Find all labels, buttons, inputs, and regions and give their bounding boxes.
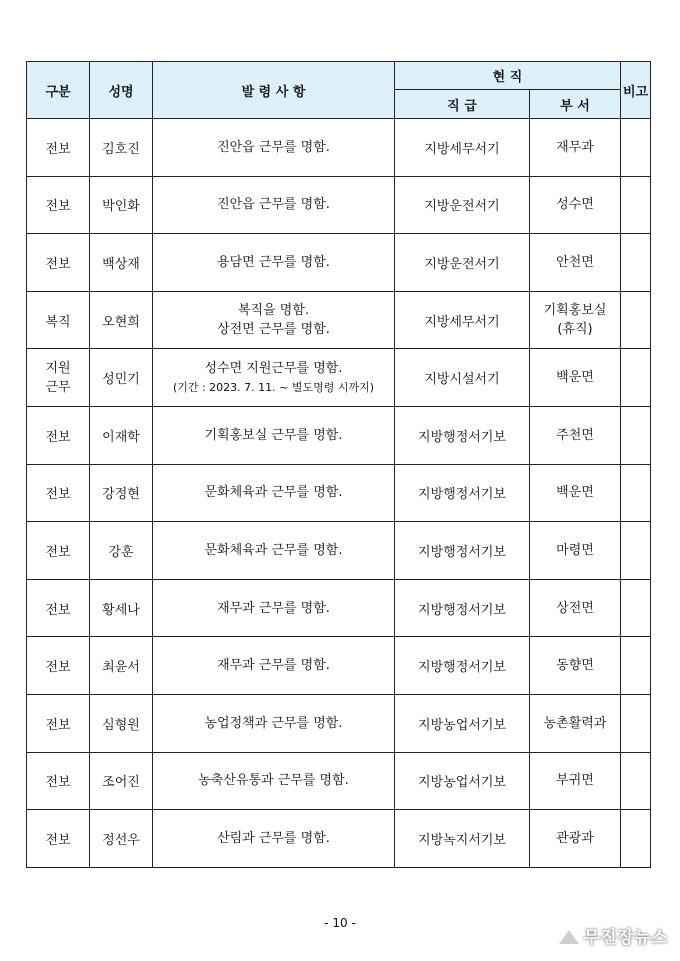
- cell-rank: 지방행정서기보: [395, 522, 530, 580]
- cell-division: 전보: [27, 752, 90, 810]
- cell-name: 성민기: [90, 349, 153, 407]
- cell-order: [153, 176, 395, 234]
- department-line: 주천면: [556, 427, 594, 443]
- table-row: [27, 522, 651, 580]
- cell-department: [530, 176, 621, 234]
- cell-order: [153, 637, 395, 695]
- cell-order: [153, 752, 395, 810]
- header-division: 구분: [27, 62, 90, 119]
- table-row: [27, 694, 651, 752]
- order-line: 문화체육과 근무를 명함.: [204, 485, 343, 501]
- watermark: [559, 923, 668, 948]
- order-line: 문화체육과 근무를 명함.: [204, 542, 343, 558]
- cell-rank: 지방세무서기: [395, 119, 530, 177]
- cell-rank: 지방시설서기: [395, 349, 530, 407]
- table-row: [27, 119, 651, 177]
- order-line: 상전면 근무를 명함.: [217, 322, 330, 338]
- cell-name: 박인화: [90, 176, 153, 234]
- cell-department: [530, 291, 621, 349]
- cell-remarks: [621, 406, 651, 464]
- cell-rank: 지방행정서기보: [395, 406, 530, 464]
- table-row: [27, 810, 651, 868]
- page-number: - 10 -: [324, 916, 356, 930]
- department-line: (휴직): [557, 322, 593, 338]
- table-header-row: [27, 62, 651, 90]
- cell-division: 전보: [27, 637, 90, 695]
- cell-division: 전보: [27, 579, 90, 637]
- cell-name: 정선우: [90, 810, 153, 868]
- cell-rank: 지방녹지서기보: [395, 810, 530, 868]
- cell-rank: 지방농업서기보: [395, 694, 530, 752]
- cell-department: [530, 406, 621, 464]
- cell-division: 전보: [27, 694, 90, 752]
- cell-name: 강훈: [90, 522, 153, 580]
- cell-rank: 지방운전서기: [395, 234, 530, 292]
- department-line: 기획홍보실: [543, 303, 607, 319]
- table-row: [27, 234, 651, 292]
- order-line: 진안읍 근무를 명함.: [217, 197, 330, 213]
- watermark-text: 무진장뉴스: [583, 928, 668, 948]
- cell-department: [530, 119, 621, 177]
- cell-order: [153, 119, 395, 177]
- department-line: 성수면: [556, 197, 594, 213]
- cell-name: 황세나: [90, 579, 153, 637]
- table-row: [27, 291, 651, 349]
- department-line: 부귀면: [556, 773, 594, 789]
- cell-rank: 지방농업서기보: [395, 752, 530, 810]
- table-row: [27, 176, 651, 234]
- cell-rank: 지방세무서기: [395, 291, 530, 349]
- mountain-logo-icon: [559, 930, 579, 944]
- table-row: [27, 637, 651, 695]
- cell-rank: 지방행정서기보: [395, 579, 530, 637]
- order-line: 재무과 근무를 명함.: [217, 600, 330, 616]
- department-line: 관광과: [556, 830, 594, 846]
- department-line: 농촌활력과: [543, 715, 607, 731]
- header-name: 성명: [90, 62, 153, 119]
- cell-name: 김호진: [90, 119, 153, 177]
- department-line: 상전면: [556, 600, 594, 616]
- cell-department: [530, 694, 621, 752]
- order-note: (기간 : 2023. 7. 11. ~ 별도명령 시까지): [172, 380, 375, 394]
- order-line: 진안읍 근무를 명함.: [217, 139, 330, 155]
- cell-remarks: [621, 522, 651, 580]
- department-line: 마령면: [556, 542, 594, 558]
- cell-order: [153, 579, 395, 637]
- cell-department: [530, 752, 621, 810]
- table-row: [27, 579, 651, 637]
- cell-name: 심형원: [90, 694, 153, 752]
- department-line: 동향면: [556, 658, 594, 674]
- order-line: 용담면 근무를 명함.: [217, 254, 330, 270]
- cell-order: [153, 349, 395, 407]
- table-row: [27, 464, 651, 522]
- cell-order: [153, 406, 395, 464]
- cell-division: 전보: [27, 176, 90, 234]
- cell-remarks: [621, 694, 651, 752]
- cell-division: 복직: [27, 291, 90, 349]
- order-line: 기획홍보실 근무를 명함.: [204, 427, 343, 443]
- cell-remarks: [621, 464, 651, 522]
- header-department: 부 서: [530, 90, 621, 119]
- header-current-position: 현 직: [395, 62, 621, 90]
- cell-order: [153, 810, 395, 868]
- order-line: 복직을 명함.: [237, 303, 310, 319]
- cell-name: 강정현: [90, 464, 153, 522]
- cell-order: [153, 464, 395, 522]
- cell-department: [530, 464, 621, 522]
- order-line: 재무과 근무를 명함.: [217, 658, 330, 674]
- cell-division: 전보: [27, 810, 90, 868]
- cell-order: [153, 234, 395, 292]
- department-line: 백운면: [556, 370, 594, 386]
- cell-remarks: [621, 291, 651, 349]
- table-row: [27, 752, 651, 810]
- cell-division: 전보: [27, 406, 90, 464]
- table-body: [27, 119, 651, 868]
- cell-remarks: [621, 119, 651, 177]
- cell-remarks: [621, 176, 651, 234]
- cell-division: 전보: [27, 234, 90, 292]
- cell-rank: 지방운전서기: [395, 176, 530, 234]
- cell-remarks: [621, 637, 651, 695]
- cell-division: 전보: [27, 464, 90, 522]
- department-line: 백운면: [556, 485, 594, 501]
- division-text: 지원근무: [45, 360, 71, 395]
- cell-department: [530, 579, 621, 637]
- cell-name: 백상재: [90, 234, 153, 292]
- cell-name: 오현희: [90, 291, 153, 349]
- table-row: [27, 349, 651, 407]
- cell-remarks: [621, 752, 651, 810]
- cell-name: 조어진: [90, 752, 153, 810]
- department-line: 재무과: [556, 139, 594, 155]
- cell-division: [27, 349, 90, 407]
- department-line: 안천면: [556, 254, 594, 270]
- cell-remarks: [621, 579, 651, 637]
- cell-department: [530, 522, 621, 580]
- order-line: 산림과 근무를 명함.: [217, 830, 330, 846]
- cell-department: [530, 349, 621, 407]
- cell-order: [153, 522, 395, 580]
- order-line: 농축산유통과 근무를 명함.: [198, 773, 349, 789]
- cell-rank: 지방행정서기보: [395, 637, 530, 695]
- personnel-order-table: [26, 61, 651, 868]
- cell-department: [530, 810, 621, 868]
- order-line: 농업정책과 근무를 명함.: [204, 715, 343, 731]
- cell-remarks: [621, 234, 651, 292]
- table-row: [27, 406, 651, 464]
- header-remarks: 비고: [621, 62, 651, 119]
- cell-name: 이재학: [90, 406, 153, 464]
- cell-division: 전보: [27, 119, 90, 177]
- header-order: 발 령 사 항: [153, 62, 395, 119]
- cell-order: [153, 694, 395, 752]
- cell-remarks: [621, 810, 651, 868]
- header-rank: 직 급: [395, 90, 530, 119]
- cell-name: 최윤서: [90, 637, 153, 695]
- cell-rank: 지방행정서기보: [395, 464, 530, 522]
- cell-division: 전보: [27, 522, 90, 580]
- cell-remarks: [621, 349, 651, 407]
- cell-department: [530, 637, 621, 695]
- cell-order: [153, 291, 395, 349]
- cell-department: [530, 234, 621, 292]
- order-line: 성수면 지원근무를 명함.: [204, 360, 343, 376]
